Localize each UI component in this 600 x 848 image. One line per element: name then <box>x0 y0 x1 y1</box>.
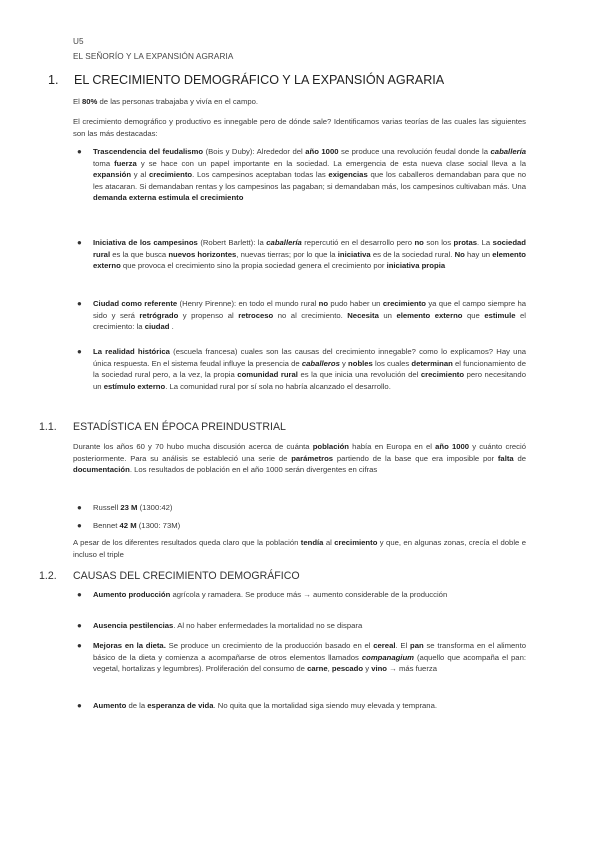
text-run: (Bois y Duby): Alrededor del <box>203 147 306 156</box>
list-item-text <box>93 589 526 601</box>
text-run: toma <box>93 158 115 168</box>
bold-term: Ausencia pestilencias <box>93 621 174 630</box>
theory-title: Iniciativa de los campesinos <box>93 238 198 247</box>
bullet-icon: ● <box>77 641 82 650</box>
list-item-diet <box>73 640 526 675</box>
theory-title: Ciudad como referente <box>93 299 178 308</box>
section-1-2-number: 1.2. <box>39 570 57 582</box>
bold-term: exigencias <box>328 170 368 180</box>
text-run: y al <box>131 170 149 180</box>
bold-term: crecimiento <box>334 538 378 547</box>
conclusion-paragraph <box>73 537 526 560</box>
text-run: . <box>169 322 174 332</box>
text-run: . No quita que la mortalidad siga siendo muy elevada y temprana. <box>213 701 437 710</box>
document-subtitle: EL SEÑORÍO Y LA EXPANSIÓN AGRARIA <box>73 52 234 61</box>
text-run: y <box>339 358 349 368</box>
bold-term: nobles <box>348 358 373 368</box>
section-1-title: EL CRECIMIENTO DEMOGRÁFICO Y LA EXPANSIÓN AGRARIA <box>74 73 445 87</box>
bold-term: caballería <box>490 147 527 156</box>
list-item-feudalism <box>73 146 526 204</box>
list-item-text <box>93 640 526 675</box>
list-item-text <box>93 298 526 333</box>
text-run: ya que el campo siempre ha sido y será <box>93 299 526 320</box>
bullet-icon: ● <box>77 238 82 247</box>
bullet-icon: ● <box>77 621 82 630</box>
list-item-historical-reality <box>73 346 526 392</box>
text-run: se transforma en el alimento básico de la dieta y comienza a acompañarse de otros elementos llamados <box>93 641 526 662</box>
text-run: (escuela francesa) cuales son las causas del crecimiento innegable? como lo explicamos? Hay una única respuesta. En el sistema feudal influye la presencia de <box>93 347 526 368</box>
text-run: A pesar de los diferentes resultados queda claro que la población <box>73 538 301 547</box>
text-run: pero necesitando un <box>93 370 526 391</box>
text-run: Se produce un crecimiento de la producción basado en el <box>165 641 374 650</box>
percentage-highlight: 80% <box>81 97 98 106</box>
bullet-icon: ● <box>77 347 82 356</box>
bold-term: comunidad rural <box>237 370 298 380</box>
list-item-text <box>93 146 526 204</box>
list-item-text <box>93 700 526 712</box>
text-run: , nuevas tierras; por lo que la <box>236 249 338 259</box>
bold-term: No <box>454 249 465 259</box>
bullet-icon: ● <box>77 521 82 530</box>
bold-term: caballeros <box>301 358 340 368</box>
text-run: partiendo de la base que era imposible por <box>333 453 498 463</box>
bold-term: iniciativa propia <box>386 261 446 271</box>
text-run: pudo haber un <box>328 299 383 308</box>
bold-term: companagium <box>361 652 414 662</box>
bold-term: crecimiento <box>382 299 426 308</box>
bold-term: fuerza <box>114 158 137 168</box>
text-run: el funcionamiento de la sociedad rural pero, a la vez, la propia <box>93 358 526 380</box>
bold-term: Aumento producción <box>93 590 171 599</box>
list-item-text <box>93 237 526 272</box>
text-run: agrícola y ramadera. Se produce más → aumento considerable de la producción <box>170 590 448 599</box>
text-run: y propenso al <box>178 310 239 320</box>
text-run: . La <box>477 238 493 247</box>
bold-term: tendía <box>300 538 324 547</box>
bold-term: esperanza de vida <box>147 701 214 710</box>
list-item-peasant-initiative <box>73 237 526 272</box>
bold-term: Necesita <box>347 310 379 320</box>
text-run: . Los resultados de población en el año 1000 serán divergentes en cifras <box>129 465 378 475</box>
bullet-icon: ● <box>77 299 82 308</box>
text-run: no al crecimiento. <box>273 310 348 320</box>
section-1-number: 1. <box>48 73 59 87</box>
list-item-text <box>93 520 526 532</box>
bold-term: vino <box>371 664 388 674</box>
text-run: . Los campesinos aceptaban todas las <box>192 170 329 180</box>
text-run: que los caballeros demandaban para que no les atacaran. Si demandaban rentas y los campesinos las pagaban; si demandaban más, los campesinos cultivaban más. Una <box>93 170 526 191</box>
bold-term: nuevos horizontes <box>168 249 237 259</box>
text-run: al <box>323 538 335 547</box>
list-item-russell <box>73 502 526 514</box>
text-run: (1300: 73M) <box>136 521 181 530</box>
bold-term: demanda externa estimula el crecimiento <box>93 193 244 203</box>
text-run: que provoca el crecimiento sino la propia sociedad genera el crecimiento por <box>120 261 387 271</box>
bold-term: Aumento <box>93 701 127 710</box>
text-run: Durante los años 60 y 70 hubo mucha discusión acerca de cuánta <box>73 442 313 451</box>
text-run: (aquello que acompaña el pan: vegetal, hortalizas y legumbres). Proliferación del consumo de <box>93 652 526 674</box>
list-item-text <box>93 346 526 392</box>
bold-term: crecimiento <box>148 170 193 180</box>
list-item-text <box>93 620 526 632</box>
text-run: son los <box>423 238 454 247</box>
bold-term: ciudad <box>144 322 170 332</box>
text-run: es la que inicia una revolución del <box>297 370 421 380</box>
list-item-no-plagues <box>73 620 526 632</box>
text-run: se produce una revolución feudal donde la <box>338 147 491 156</box>
bold-term: documentación <box>73 465 130 475</box>
bold-term: estímulo externo <box>103 381 166 391</box>
bold-term: retrógrado <box>139 310 179 320</box>
bold-term: crecimiento <box>420 370 465 380</box>
bold-term: 23 M <box>120 503 138 512</box>
unit-label: U5 <box>73 37 84 46</box>
bold-term: año 1000 <box>305 147 339 156</box>
bold-term: población <box>312 442 350 451</box>
bold-term: determinan <box>411 358 453 368</box>
theory-title: Trascendencia del feudalismo <box>93 147 204 156</box>
list-item-production <box>73 589 526 601</box>
bold-term: Mejoras en la dieta. <box>93 641 166 650</box>
text-run: había en Europa en el <box>349 442 436 451</box>
bold-term: año 1000 <box>435 442 470 451</box>
text-run: . El <box>395 641 410 650</box>
bold-term: sociedad rural <box>93 238 526 259</box>
text-run: de las personas trabajaba y vivía en el campo. <box>97 97 259 106</box>
section-1-1-heading <box>39 420 286 434</box>
text-run: y que, en algunas zonas, crecía el doble e incluso el triple <box>73 538 526 559</box>
text-run: hay un <box>464 249 493 259</box>
statistics-paragraph <box>73 441 526 476</box>
text-run: El <box>73 97 82 106</box>
text-run: es de la sociedad rural. <box>370 249 455 259</box>
text-run: un <box>378 310 397 320</box>
text-run: Bennet <box>93 521 120 530</box>
text-run: repercutió en el desarrollo pero <box>301 238 415 247</box>
bold-term: 42 M <box>119 521 137 530</box>
section-1-1-title: ESTADÍSTICA EN ÉPOCA PREINDUSTRIAL <box>73 421 286 433</box>
text-run: . La comunidad rural por sí sola no habría alcanzado el desarrollo. <box>165 381 391 391</box>
theories-paragraph: El crecimiento demográfico y productivo es innegable pero de dónde sale? Identificamos varias teorías de las cuales las siguientes son las más destacadas: <box>73 117 526 138</box>
text-run: → más fuerza <box>387 664 437 674</box>
bold-term: no <box>414 238 424 247</box>
text-run: . Al no haber enfermedades la mortalidad no se dispara <box>173 621 363 630</box>
text-run: de <box>513 453 527 463</box>
section-1-heading <box>48 72 444 88</box>
section-1-1-number: 1.1. <box>39 421 57 433</box>
theory-title: La realidad histórica <box>93 347 170 356</box>
text-run: de la <box>126 701 148 710</box>
list-item-life-expectancy <box>73 700 526 712</box>
bold-term: parámetros <box>291 453 334 463</box>
text-run: y se hace con un papel importante en la sociedad. La emergencia de esta nueva clase social lleva a la <box>136 158 526 168</box>
text-run: (1300:42) <box>137 503 173 512</box>
intro-paragraph <box>73 96 526 108</box>
bullet-icon: ● <box>77 147 82 156</box>
bold-term: pan <box>410 641 424 650</box>
bold-term: no <box>318 299 329 308</box>
section-1-2-title: CAUSAS DEL CRECIMIENTO DEMOGRÁFICO <box>73 570 300 582</box>
bold-term: pescado <box>331 664 364 674</box>
text-run: el crecimiento: la <box>93 310 527 332</box>
bullet-icon: ● <box>77 701 82 710</box>
bold-term: estimule <box>484 310 516 320</box>
bold-term: expansión <box>93 170 132 180</box>
text-run: es la que busca <box>110 249 169 259</box>
list-item-text <box>93 502 526 514</box>
text-run: (Henry Pirenne): en todo el mundo rural <box>177 299 319 308</box>
bold-term: caballería <box>266 238 302 247</box>
text-run: y <box>363 664 372 674</box>
text-run: los cuales <box>372 358 412 368</box>
bold-term: iniciativa <box>337 249 371 259</box>
text-run: que <box>462 310 485 320</box>
text-run: (Robert Barlett): la <box>197 238 267 247</box>
bold-term: elemento externo <box>396 310 463 320</box>
bullet-icon: ● <box>77 503 82 512</box>
text-run: , <box>327 664 332 674</box>
bold-term: elemento externo <box>93 249 526 271</box>
bold-term: retroceso <box>238 310 274 320</box>
list-item-city-referent <box>73 298 526 333</box>
text-run: Russell <box>93 503 121 512</box>
bold-term: carne <box>307 664 328 674</box>
bold-term: protas <box>453 238 478 247</box>
section-1-2-heading <box>39 569 300 583</box>
list-item-bennet <box>73 520 526 532</box>
bold-term: cereal <box>373 641 396 650</box>
bold-term: falta <box>497 453 514 463</box>
bullet-icon: ● <box>77 590 82 599</box>
text-run: y cuánto creció posteriormente. Para su análisis se estableció una serie de <box>73 442 526 463</box>
